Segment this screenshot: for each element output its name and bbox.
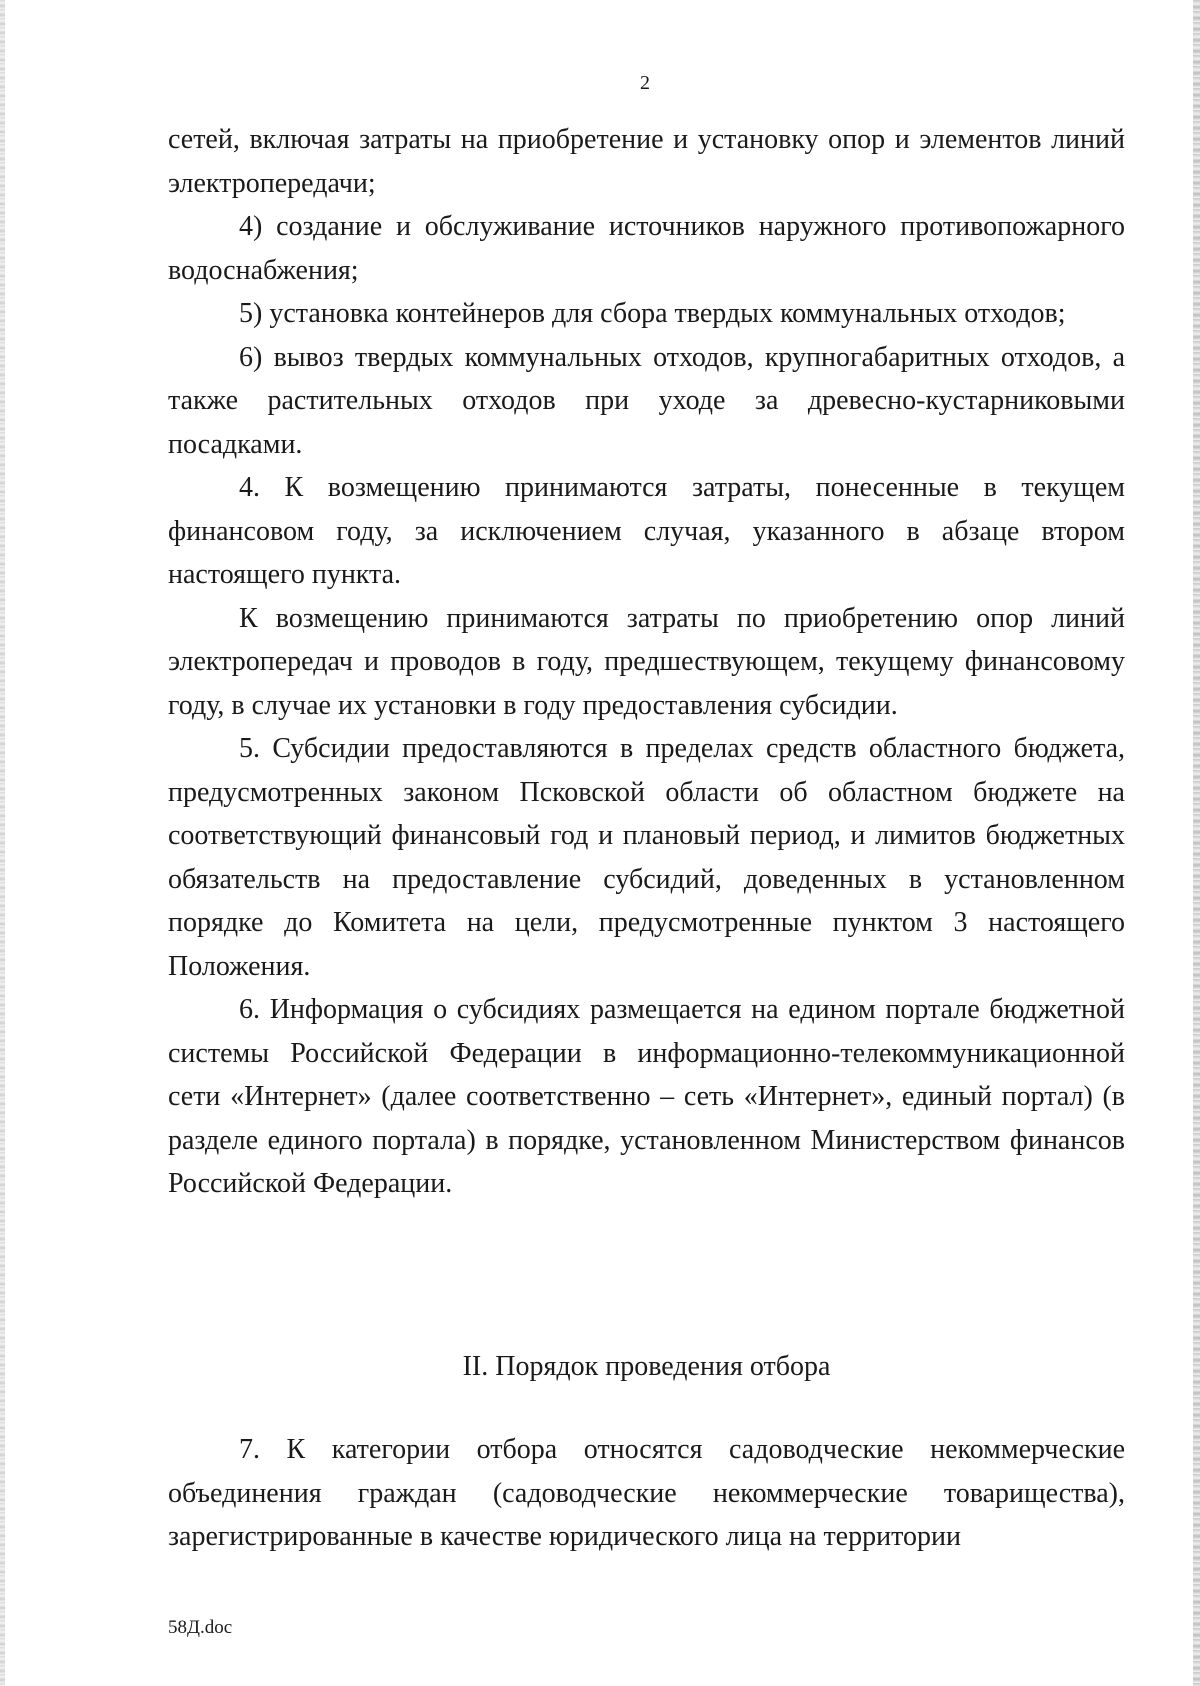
paragraph-item-6: 6) вывоз твердых коммунальных отходов, крупногабаритных отходов, а также растительных отходов при уходе за древесно-кустарниковыми посадками. <box>168 341 1125 460</box>
document-body <box>168 118 1125 1206</box>
paragraph-clause-7: 7. К категории отбора относятся садоводческие некоммерческие объединения граждан (садоводческие некоммерческие товарищества), зарегистрированные в качестве юридического лица на территории <box>168 1434 1125 1552</box>
scan-edge-left <box>0 0 5 1686</box>
paragraph-clause-4: 4. К возмещению принимаются затраты, понесенные в текущем финансовом году, за исключением случая, указанного в абзаце втором настоящего пункта. <box>168 472 1125 590</box>
paragraph-clause-5: 5. Субсидии предоставляются в пределах средств областного бюджета, предусмотренных законом Псковской области об областном бюджете на соответствующий финансовый год и плановый период, и лимитов бюджетных обязательств на предоставление субсидий, доведенных в установленном порядке до Комитета на цели, предусмотренные пунктом 3 настоящего Положения. <box>168 733 1125 982</box>
section-body <box>168 1428 1125 1559</box>
paragraph-item-4: 4) создание и обслуживание источников наружного противопожарного водоснабжения; <box>168 211 1125 286</box>
paragraph-item-5: 5) установка контейнеров для сбора твердых коммунальных отходов; <box>239 298 1066 329</box>
section-heading: II. Порядок проведения отбора <box>462 1351 831 1382</box>
paragraph-clause-4-second: К возмещению принимаются затраты по приобретению опор линий электропередач и проводов в году, предшествующем, текущему финансовому году, в случае их установки в году предоставления субсидии. <box>168 602 1125 721</box>
page-number: 2 <box>640 72 650 94</box>
scan-edge-right <box>1193 0 1200 1686</box>
paragraph-continuation: сетей, включая затраты на приобретение и установку опор и элементов линий электропередачи; <box>168 124 1125 199</box>
paragraph-clause-6: 6. Информация о субсидиях размещается на едином портале бюджетной системы Российской Федерации в информационно-телекоммуникационной сети «Интернет» (далее соответственно – сеть «Интернет», единый портал) (в разделе единого портала) в порядке, установленном Министерством финансов Российской Федерации. <box>168 994 1125 1199</box>
footer-filename: 58Д.doc <box>168 1617 233 1638</box>
